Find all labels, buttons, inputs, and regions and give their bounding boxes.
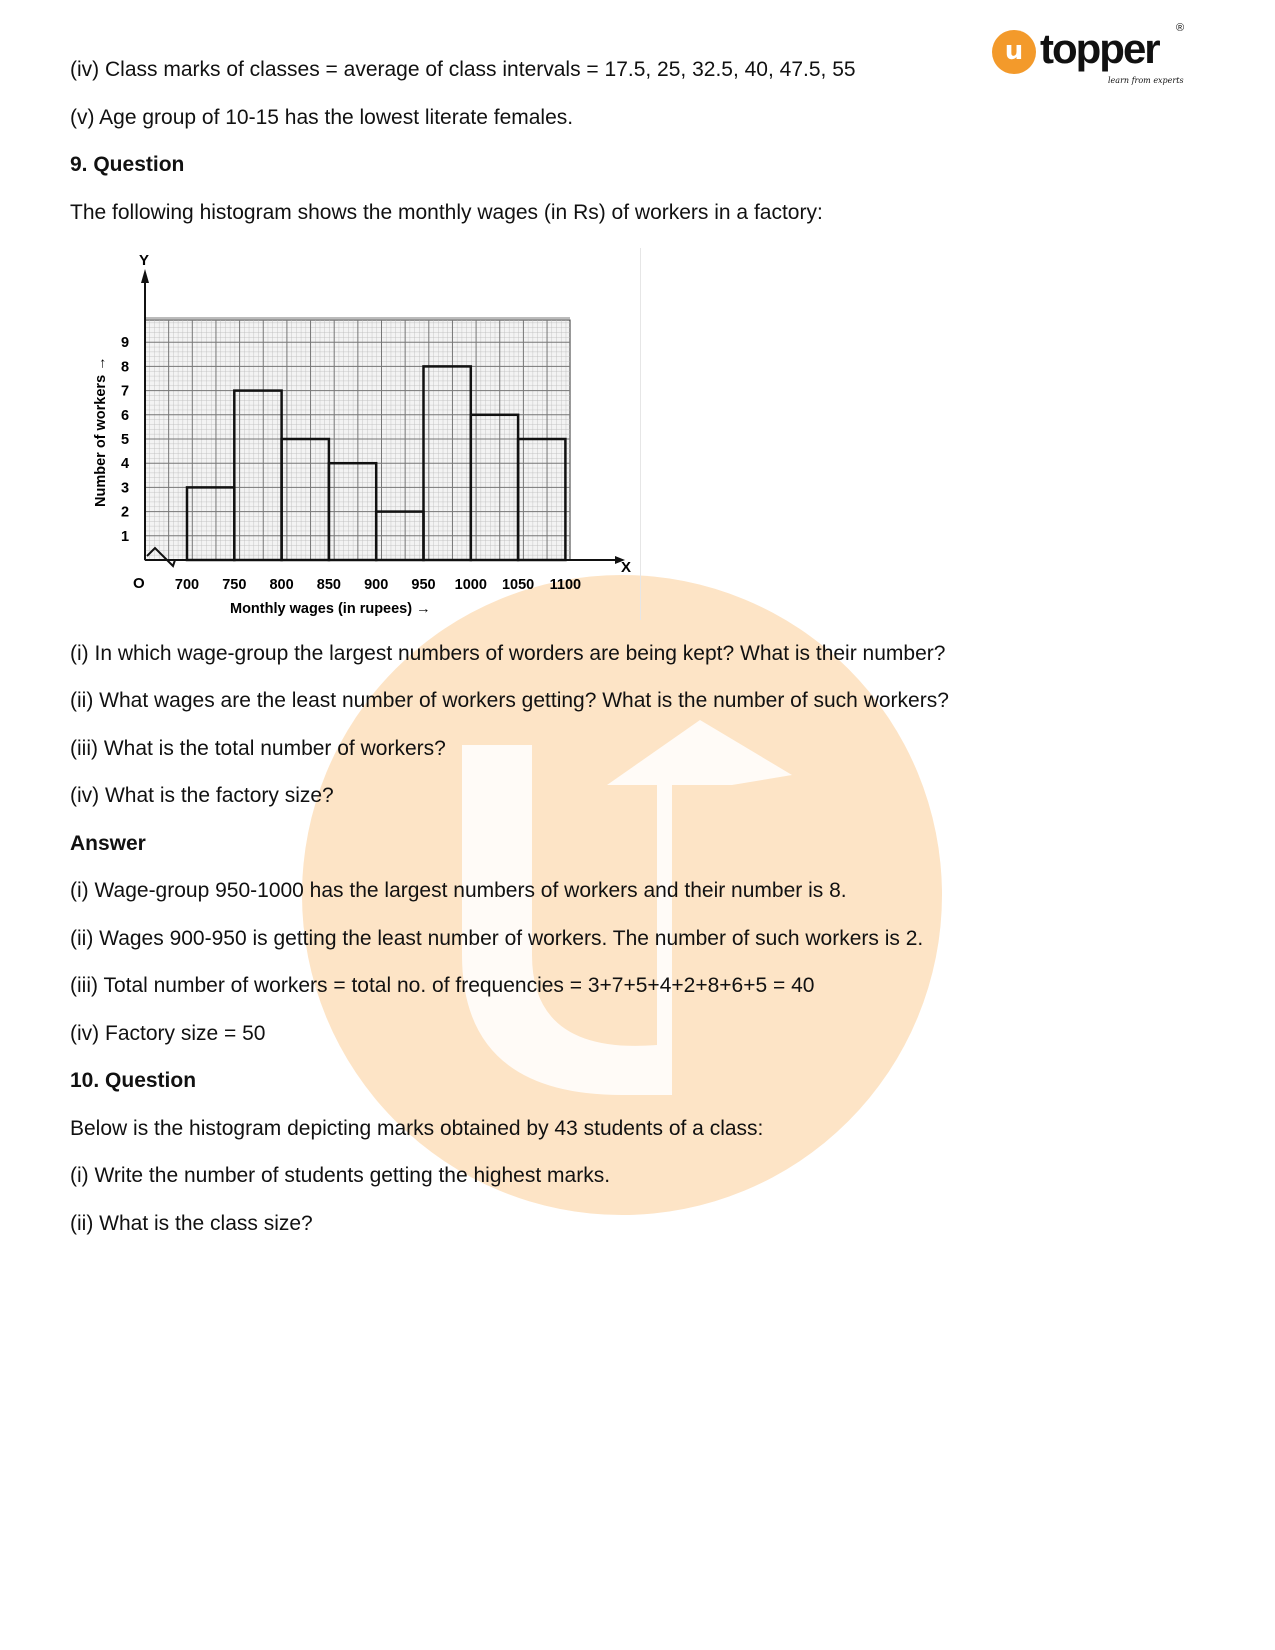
y-tick-label: 4: [120, 456, 130, 473]
question-item: (iv) What is the factory size?: [70, 784, 334, 807]
y-axis-letter: Y: [139, 252, 150, 269]
question-heading: 9. Question: [70, 153, 185, 176]
y-tick-label: 9: [120, 335, 130, 352]
topper-logo: [990, 22, 1190, 88]
x-tick-label: 850: [316, 577, 342, 593]
x-tick-label: 1000: [454, 577, 487, 593]
answer-heading: Answer: [70, 832, 146, 855]
x-axis-letter: X: [621, 559, 632, 576]
answer-item: (iii) Total number of workers = total no. of frequencies = 3+7+5+4+2+8+6+5 = 40: [70, 974, 815, 997]
x-tick-label: 750: [222, 577, 247, 593]
y-tick-label: 6: [120, 407, 130, 424]
x-tick-label: 1100: [549, 577, 582, 593]
x-tick-label: 950: [411, 577, 436, 593]
logo-name: topper: [1040, 25, 1159, 72]
question-text: The following histogram shows the monthly wages (in Rs) of workers in a factory:: [70, 201, 823, 224]
y-axis-title: Number of workers →: [93, 356, 109, 507]
y-tick-label: 3: [120, 480, 130, 497]
logo-tagline: learn from experts: [1108, 76, 1184, 85]
y-tick-label: 7: [120, 383, 130, 400]
y-tick-label: 5: [120, 432, 130, 448]
x-tick-label: 900: [364, 577, 389, 593]
question-item: (ii) What wages are the least number of workers getting? What is the number of such workers?: [70, 689, 949, 712]
question-item: (ii) What is the class size?: [70, 1212, 313, 1235]
x-tick-label: 700: [174, 577, 200, 593]
x-tick-label: 800: [269, 577, 294, 593]
y-tick-label: 2: [120, 504, 130, 521]
answer-line: (iv) Class marks of classes = average of class intervals = 17.5, 25, 32.5, 40, 47.5, 55: [70, 58, 856, 81]
question-text: Below is the histogram depicting marks obtained by 43 students of a class:: [70, 1117, 764, 1140]
y-tick-label: 8: [120, 359, 130, 376]
x-axis-title: Monthly wages (in rupees) →: [230, 601, 431, 617]
answer-line: (v) Age group of 10-15 has the lowest literate females.: [70, 106, 574, 129]
question-item: (iii) What is the total number of workers?: [70, 737, 446, 760]
answer-item: (i) Wage-group 950-1000 has the largest numbers of workers and their number is 8.: [70, 879, 847, 902]
histogram-chart: [80, 245, 650, 625]
answer-item: (ii) Wages 900-950 is getting the least number of workers. The number of such workers is 2.: [70, 927, 924, 950]
question-item: (i) Write the number of students getting the highest marks.: [70, 1164, 611, 1187]
y-tick-label: 1: [120, 528, 130, 545]
question-heading: 10. Question: [70, 1069, 197, 1092]
question-item: (i) In which wage-group the largest numbers of worders are being kept? What is their number?: [70, 642, 946, 665]
logo-registered: ®: [1176, 22, 1185, 34]
answer-item: (iv) Factory size = 50: [70, 1022, 266, 1045]
y-axis-arrow-icon: [141, 269, 149, 283]
origin-label: O: [133, 575, 145, 592]
x-tick-label: 1050: [501, 577, 535, 593]
logo-mark: u: [992, 30, 1036, 74]
